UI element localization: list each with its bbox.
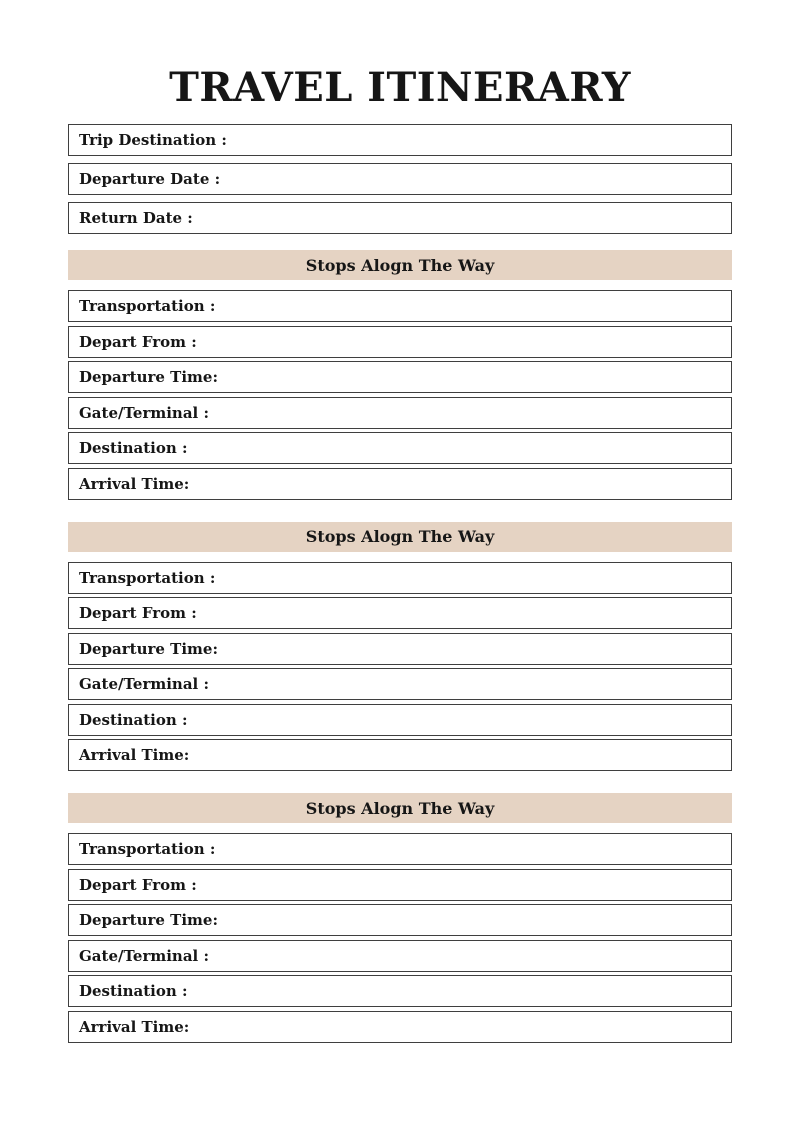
section-header-title: Stops Alogn The Way	[305, 798, 495, 818]
field-departure-time[interactable]	[68, 904, 732, 936]
field-transportation[interactable]	[68, 833, 732, 865]
stops-fields-group	[68, 562, 732, 772]
field-gate-terminal[interactable]	[68, 668, 732, 700]
field-departure-time[interactable]	[68, 361, 732, 393]
field-label: Gate/Terminal :	[79, 946, 210, 965]
trip-info-group	[68, 124, 732, 234]
section-header-band	[68, 522, 732, 552]
field-arrival-time[interactable]	[68, 1011, 732, 1043]
field-label: Gate/Terminal :	[79, 675, 210, 693]
field-gate-terminal[interactable]	[68, 397, 732, 429]
stops-fields-group	[68, 290, 732, 500]
field-destination[interactable]	[68, 432, 732, 464]
field-label: Transportation :	[79, 568, 216, 587]
field-gate-terminal[interactable]	[68, 940, 732, 972]
field-depart-from[interactable]	[68, 597, 732, 629]
field-label: Destination :	[79, 710, 188, 729]
field-label: Arrival Time:	[79, 746, 190, 764]
field-label: Destination :	[79, 982, 188, 1000]
stops-fields-group	[68, 833, 732, 1043]
field-label: Destination :	[79, 439, 188, 457]
page-title: TRAVEL ITINERARY	[169, 64, 631, 111]
field-arrival-time[interactable]	[68, 468, 732, 500]
field-transportation[interactable]	[68, 290, 732, 322]
field-departure-date[interactable]	[68, 163, 732, 195]
field-departure-time[interactable]	[68, 633, 732, 665]
field-label: Departure Time:	[79, 368, 218, 386]
field-label: Transportation :	[79, 297, 216, 315]
field-label: Transportation :	[79, 840, 216, 858]
section-header-title: Stops Alogn The Way	[305, 527, 495, 546]
field-transportation[interactable]	[68, 562, 732, 594]
field-depart-from[interactable]	[68, 326, 732, 358]
field-return-date[interactable]	[68, 202, 732, 234]
stops-section-3	[68, 793, 732, 1043]
field-label: Depart From :	[79, 604, 197, 622]
field-depart-from[interactable]	[68, 869, 732, 901]
section-header-title: Stops Alogn The Way	[305, 255, 495, 275]
section-header-band	[68, 250, 732, 280]
field-label: Departure Date :	[79, 170, 221, 188]
field-destination[interactable]	[68, 704, 732, 736]
stops-section-1	[68, 250, 732, 500]
field-label: Arrival Time:	[79, 1017, 190, 1036]
field-label: Departure Time:	[79, 639, 218, 658]
field-destination[interactable]	[68, 975, 732, 1007]
field-label: Trip Destination :	[79, 131, 227, 149]
field-label: Gate/Terminal :	[79, 403, 210, 422]
field-label: Depart From :	[79, 875, 197, 894]
field-label: Return Date :	[79, 209, 193, 227]
field-arrival-time[interactable]	[68, 739, 732, 771]
section-header-band	[68, 793, 732, 823]
field-label: Depart From :	[79, 332, 197, 351]
field-label: Arrival Time:	[79, 474, 190, 493]
field-trip-destination[interactable]	[68, 124, 732, 156]
stops-section-2	[68, 522, 732, 772]
field-label: Departure Time:	[79, 911, 218, 929]
